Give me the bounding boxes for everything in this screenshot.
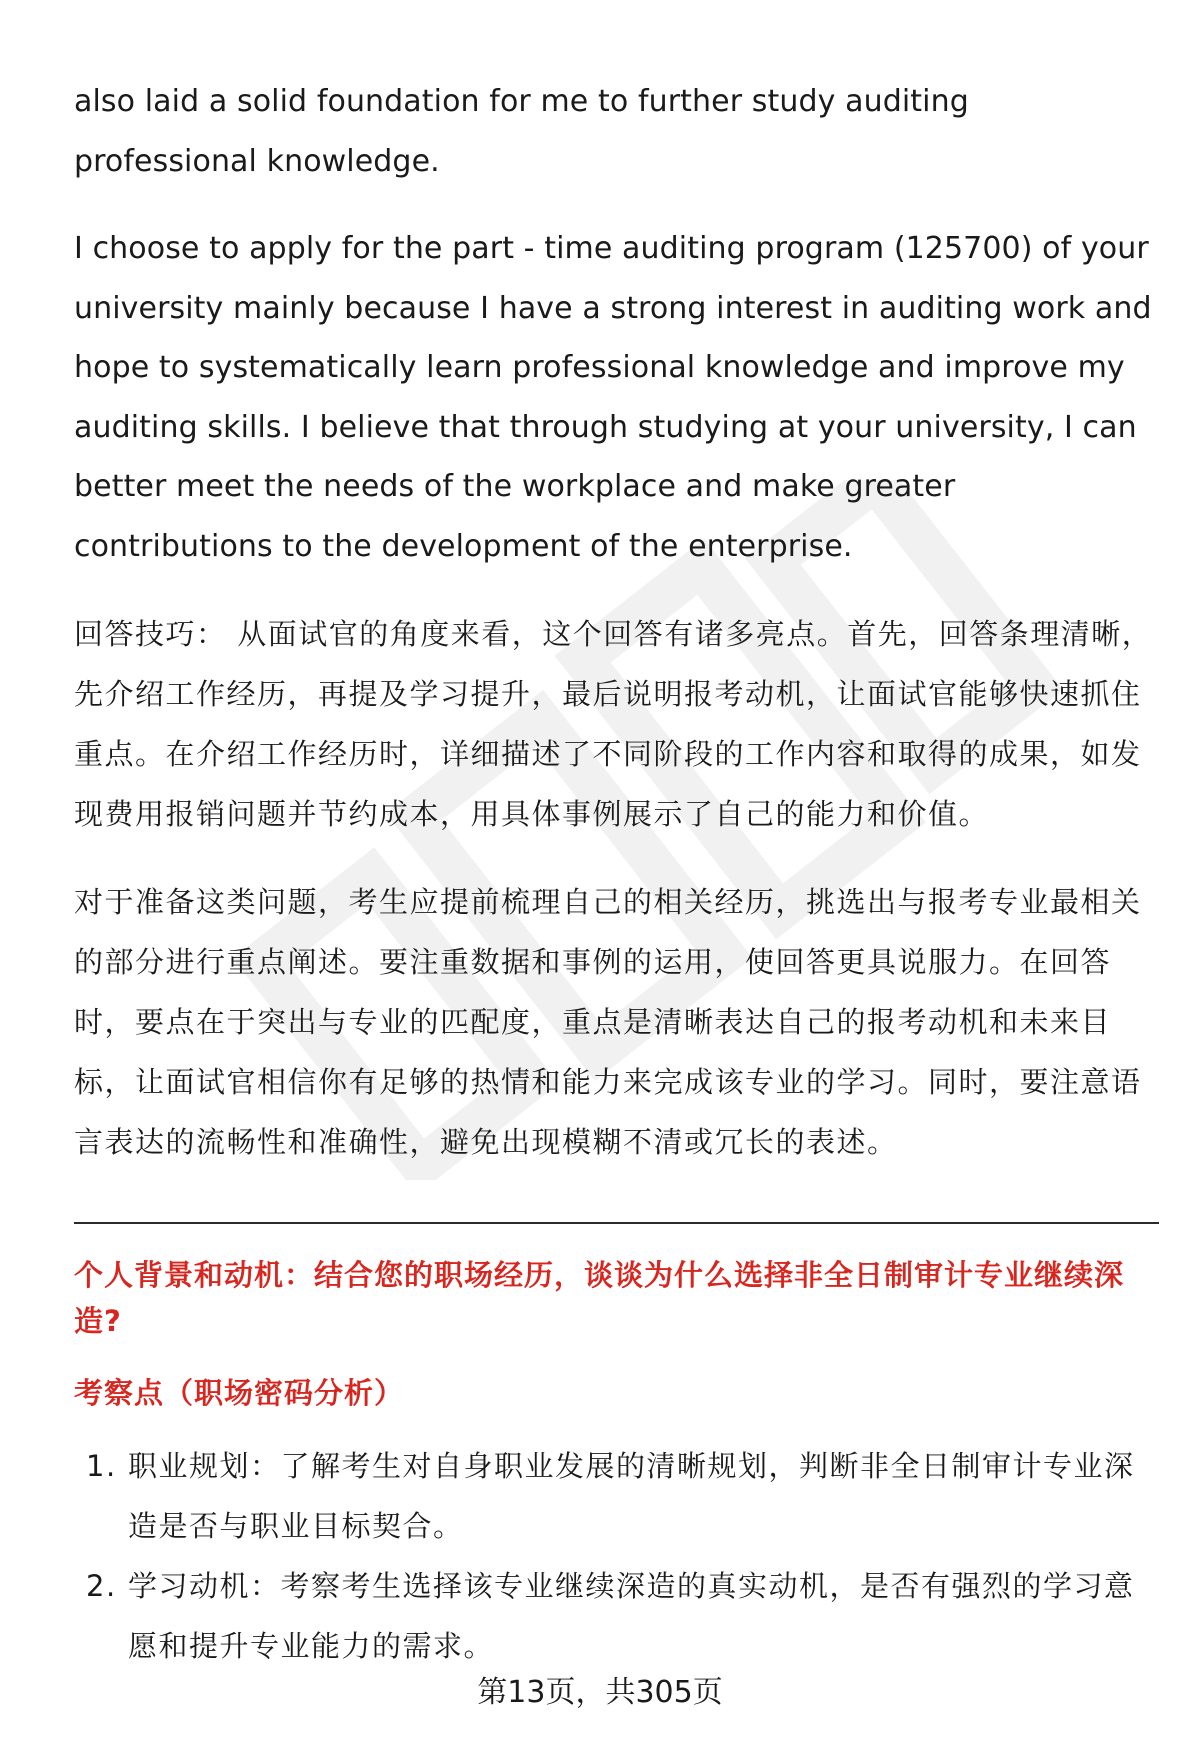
list-item-text: 学习动机：考察考生选择该专业继续深造的真实动机，是否有强烈的学习意愿和提升专业能力的需求。 (128, 1569, 1135, 1663)
list-item-number: 1. (86, 1449, 117, 1483)
question-heading: 个人背景和动机：结合您的职场经历，谈谈为什么选择非全日制审计专业继续深造? (74, 1258, 1125, 1338)
list-item (74, 1436, 1159, 1556)
list-item-number: 2. (86, 1569, 117, 1603)
assessment-subheading: 考察点（职场密码分析） (74, 1376, 405, 1410)
list-item-text: 职业规划：了解考生对自身职业发展的清晰规划，判断非全日制审计专业深造是否与职业目标契合。 (128, 1449, 1135, 1543)
answer-tips-paragraph: 回答技巧： 从面试官的角度来看，这个回答有诸多亮点。首先，回答条理清晰，先介绍工作经历，再提及学习提升，最后说明报考动机，让面试官能够快速抓住重点。在介绍工作经历时，详细描述了不同阶段的工作内容和取得的成果，如发现费用报销问题并节约成本，用具体事例展示了自己的能力和价值。 (74, 617, 1153, 831)
page-number-footer: 第13页，共305页 (477, 1675, 723, 1710)
page-content (74, 72, 1159, 1676)
section-divider (74, 1222, 1159, 1224)
preparation-paragraph: 对于准备这类问题，考生应提前梳理自己的相关经历，挑选出与报考专业最相关的部分进行重点阐述。要注重数据和事例的运用，使回答更具说服力。在回答时，要点在于突出与专业的匹配度，重点是清晰表达自己的报考动机和未来目标，让面试官相信你有足够的热情和能力来完成该专业的学习。同时，要注意语言表达的流畅性和准确性，避免出现模糊不清或冗长的表述。 (74, 885, 1142, 1159)
paragraph-en-1: also laid a solid foundation for me to further study auditing professional knowledge. (74, 84, 969, 179)
paragraph-en-2: I choose to apply for the part - time auditing program (125700) of your university mainly because I have a strong interest in auditing work and hope to systematically learn professional knowledge and improve my auditing skills. I believe that through studying at your university, I can better meet the needs of the workplace and make greater contributions to the development of the enterprise. (74, 231, 1152, 564)
list-item (74, 1556, 1159, 1676)
assessment-points-list (74, 1436, 1159, 1676)
